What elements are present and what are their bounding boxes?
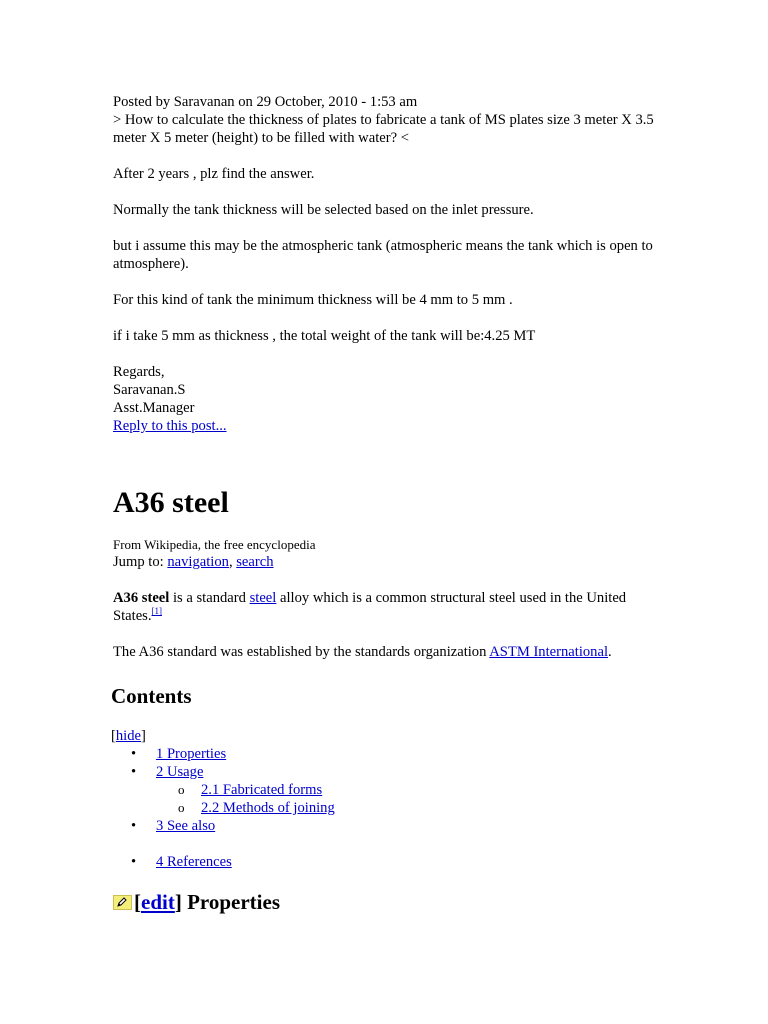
post-quote: > How to calculate the thickness of plates to fabricate a tank of MS plates size 3 meter X 3.5 meter X 5 meter (height) to be filled with water? < [113, 112, 654, 146]
toc-link-usage[interactable]: 2 Usage [156, 764, 204, 780]
intro-text: is a standard [169, 590, 250, 606]
intro-bold-term: A36 steel [113, 590, 170, 606]
edit-pencil-icon [113, 895, 132, 910]
jump-comma: , [228, 554, 237, 570]
section-heading-properties [113, 889, 280, 915]
post-paragraph: but i assume this may be the atmospheric tank (atmospheric means the tank which is open to atmosphere). [113, 238, 653, 272]
article-source: From Wikipedia, the free encyclopedia [113, 537, 316, 552]
post-byline: Posted by Saravanan on 29 October, 2010 - 1:53 am [113, 94, 418, 110]
toc-toggle [111, 727, 661, 745]
forum-post [113, 93, 663, 435]
table-of-contents [111, 727, 661, 871]
standard-text: The A36 standard was established by the standards organization [113, 644, 490, 660]
section-title: Properties [181, 890, 280, 914]
toc-item [111, 763, 661, 781]
toc-link-methods-of-joining[interactable]: 2.2 Methods of joining [201, 800, 335, 816]
toc-link-fabricated-forms[interactable]: 2.1 Fabricated forms [201, 782, 323, 798]
article-title: A36 steel [113, 486, 229, 519]
edit-bracket-close: ] [174, 890, 182, 914]
search-link[interactable]: search [236, 554, 274, 570]
reference-link-1[interactable]: [1] [151, 606, 163, 616]
intro-paragraph [113, 589, 663, 625]
contents-heading: Contents [111, 684, 192, 708]
edit-bracket-open: [ [134, 890, 141, 914]
toc-hide-link[interactable]: hide [115, 728, 142, 744]
reply-link[interactable]: Reply to this post... [113, 418, 227, 434]
jump-to-line [113, 553, 663, 571]
steel-link[interactable]: steel [249, 590, 277, 606]
toc-item [111, 745, 661, 763]
astm-link[interactable]: ASTM International [489, 644, 609, 660]
post-paragraph: if i take 5 mm as thickness , the total weight of the tank will be:4.25 MT [113, 328, 536, 344]
jump-to-label: Jump to: [113, 554, 168, 570]
signature-title: Asst.Manager [113, 400, 195, 416]
toc-link-references[interactable]: 4 References [156, 854, 232, 870]
toc-list [111, 745, 661, 871]
edit-link[interactable]: edit [141, 890, 175, 914]
toc-item [111, 817, 661, 835]
standard-paragraph [113, 643, 663, 661]
toc-item [111, 853, 661, 871]
toc-subitem [111, 781, 661, 799]
signature-regards: Regards, [113, 364, 165, 380]
post-paragraph: Normally the tank thickness will be selected based on the inlet pressure. [113, 202, 534, 218]
toc-bracket-close: ] [141, 728, 146, 744]
navigation-link[interactable]: navigation [167, 554, 229, 570]
post-paragraph: For this kind of tank the minimum thickness will be 4 mm to 5 mm . [113, 292, 513, 308]
toc-link-see-also[interactable]: 3 See also [156, 818, 216, 834]
signature-name: Saravanan.S [113, 382, 186, 398]
toc-link-properties[interactable]: 1 Properties [156, 746, 227, 762]
standard-end: . [608, 644, 612, 660]
article-intro [113, 537, 663, 661]
intro-text-rest: alloy which is a common structural steel used in the United States. [113, 590, 627, 624]
toc-subitem [111, 799, 661, 817]
toc-bracket-open: [ [111, 728, 116, 744]
post-paragraph: After 2 years , plz find the answer. [113, 166, 315, 182]
